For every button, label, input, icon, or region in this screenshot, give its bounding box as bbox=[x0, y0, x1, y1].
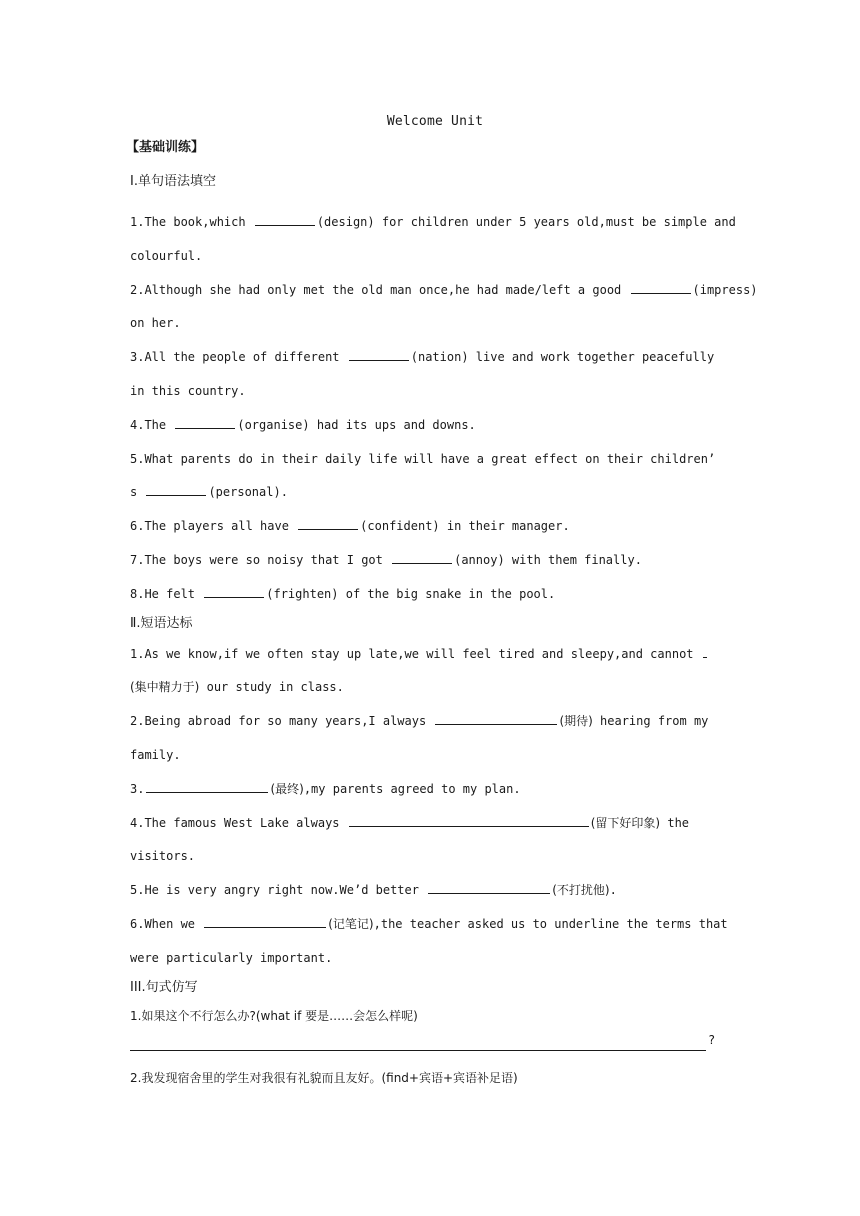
item-text: 4.The famous West Lake always bbox=[130, 815, 347, 830]
exercise-2-5 bbox=[130, 874, 740, 908]
item-hint: (期待) bbox=[559, 714, 593, 729]
item-continuation: were particularly important. bbox=[130, 950, 333, 965]
item-continuation: our study in class. bbox=[199, 680, 344, 695]
item-text: 5.What parents do in their daily life will have a great effect on their children’ bbox=[130, 451, 716, 466]
item-continuation: visitors. bbox=[130, 849, 196, 864]
item-text: 8.He felt bbox=[130, 586, 203, 601]
exercise-3-2-prompt: 2.我发现宿舍里的学生对我很有礼貌而且友好。(find+宾语+宾语补足语) bbox=[130, 1070, 518, 1085]
exercise-3-1-prompt: 1.如果这个不行怎么办?(what if 要是……会怎么样呢) bbox=[130, 1008, 418, 1023]
item-continuation: colourful. bbox=[130, 248, 203, 263]
item-continuation: in this country. bbox=[130, 383, 246, 398]
exercise-1-8 bbox=[130, 578, 740, 612]
section-2-label: Ⅱ.短语达标 bbox=[130, 615, 193, 631]
answer-blank[interactable] bbox=[631, 281, 691, 294]
answer-rule bbox=[130, 1050, 706, 1051]
exercise-2-3 bbox=[130, 773, 740, 807]
exercise-2-6 bbox=[130, 908, 740, 976]
item-hint: (nation) live and work together peacefully bbox=[410, 350, 715, 365]
item-text: s bbox=[130, 485, 145, 500]
item-text: 1.The book,which bbox=[130, 215, 253, 229]
item-hint: (最终) bbox=[270, 781, 304, 796]
item-text: ,my parents agreed to my plan. bbox=[303, 781, 521, 796]
item-continuation: family. bbox=[130, 747, 181, 762]
page-title: Welcome Unit bbox=[386, 114, 484, 129]
answer-blank[interactable] bbox=[428, 881, 550, 894]
item-text: 6.The players all have bbox=[130, 519, 297, 534]
item-hint: (confident) in their manager. bbox=[360, 519, 570, 534]
answer-blank[interactable] bbox=[349, 348, 409, 361]
exercise-1-4 bbox=[130, 409, 740, 443]
answer-blank[interactable] bbox=[435, 712, 557, 725]
answer-blank[interactable] bbox=[349, 814, 589, 827]
exercise-2-4 bbox=[130, 807, 740, 875]
item-text: 3. bbox=[130, 781, 145, 796]
exercise-1-3 bbox=[130, 341, 740, 409]
answer-blank[interactable] bbox=[298, 517, 358, 530]
item-hint: (集中精力于) bbox=[130, 680, 200, 695]
exercise-1-2 bbox=[130, 274, 758, 342]
item-text: 5.He is very angry right now.We’d better bbox=[130, 883, 427, 898]
answer-blank[interactable] bbox=[175, 416, 235, 429]
exercise-3-1-answer-line[interactable] bbox=[130, 1026, 740, 1060]
item-hint: (organise) had its ups and downs. bbox=[237, 417, 476, 432]
item-hint: (留下好印象) bbox=[590, 815, 661, 830]
answer-blank[interactable] bbox=[255, 213, 315, 226]
item-text: ,the teacher asked us to underline the terms that bbox=[373, 916, 728, 931]
answer-blank[interactable] bbox=[703, 645, 707, 658]
item-text: hearing from my bbox=[592, 714, 709, 729]
item-hint: (记笔记) bbox=[328, 916, 374, 931]
exercise-1-1 bbox=[130, 206, 740, 274]
section-1-label: Ⅰ.单句语法填空 bbox=[130, 174, 216, 189]
exercise-1-7 bbox=[130, 544, 740, 578]
section-heading: 【基础训练】 bbox=[126, 140, 205, 155]
exercise-1-6 bbox=[130, 510, 740, 544]
question-mark: ? bbox=[708, 1032, 716, 1047]
item-hint: (impress) bbox=[692, 282, 758, 297]
answer-blank[interactable] bbox=[146, 483, 206, 496]
item-text: 2.Although she had only met the old man once,he had made/left a good bbox=[130, 282, 629, 297]
item-hint: (personal). bbox=[208, 485, 288, 500]
item-text: 4.The bbox=[130, 417, 174, 432]
exercise-2-2 bbox=[130, 705, 740, 773]
item-text: . bbox=[609, 883, 617, 898]
answer-blank[interactable] bbox=[204, 915, 326, 928]
answer-blank[interactable] bbox=[204, 585, 264, 598]
answer-blank[interactable] bbox=[392, 551, 452, 564]
worksheet bbox=[126, 112, 758, 1088]
exercise-2-1 bbox=[130, 638, 740, 706]
item-hint: (不打扰他) bbox=[552, 883, 610, 898]
item-text: 1.As we know,if we often stay up late,we will feel tired and sleepy,and cannot bbox=[130, 646, 701, 661]
item-text: the bbox=[660, 815, 690, 830]
item-text: 7.The boys were so noisy that I got bbox=[130, 552, 391, 567]
item-text: 3.All the people of different bbox=[130, 350, 347, 365]
section-3-label: III.句式仿写 bbox=[130, 979, 198, 995]
item-hint: (annoy) with them finally. bbox=[454, 552, 642, 567]
answer-blank[interactable] bbox=[146, 780, 268, 793]
item-hint: (frighten) of the big snake in the pool. bbox=[266, 586, 556, 601]
item-continuation: on her. bbox=[130, 316, 181, 331]
item-text: 2.Being abroad for so many years,I always bbox=[130, 714, 434, 729]
item-hint: (design) for children under 5 years old,must be simple and bbox=[316, 215, 736, 229]
item-text: 6.When we bbox=[130, 916, 203, 931]
exercise-1-5 bbox=[130, 443, 740, 511]
